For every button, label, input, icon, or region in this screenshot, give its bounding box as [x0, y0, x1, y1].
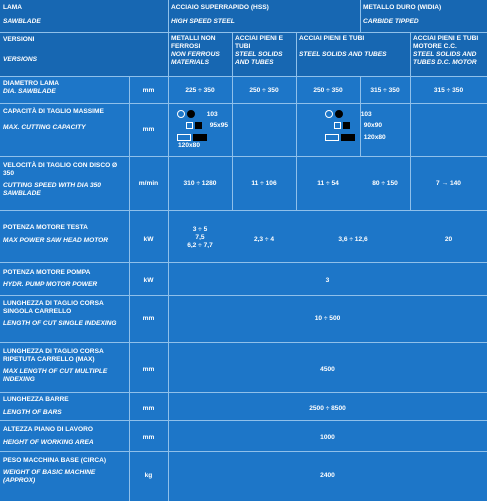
row-label-capacita: CAPACITÀ DI TAGLIO MASSIME MAX. CUTTING CAPACITY — [3, 108, 104, 131]
value-peso: 2400 — [320, 472, 335, 479]
capacity-block-b — [322, 108, 402, 154]
value-diametro-1: 225 ÷ 350 — [185, 87, 215, 94]
capacity-a-round: 103 — [206, 110, 218, 118]
unit-potenza: kW — [143, 236, 154, 243]
capacity-a-square: 95x95 — [209, 122, 229, 130]
value-pompa: 3 — [325, 277, 330, 284]
row-label-singola: LUNGHEZZA DI TAGLIO CORSA SINGOLA CARRELLO LENGTH OF CUT SINGLE INDEXING — [3, 300, 117, 327]
row-label-velocita: VELOCITÀ DI TAGLIO CON DISCO Ø 350 CUTTING SPEED WITH DIA 350 SAWBLADE — [3, 162, 118, 197]
hss-header: ACCIAIO SUPERRAPIDO (HSS) HIGH SPEED STEEL — [171, 4, 269, 25]
unit-pompa: kW — [143, 277, 154, 284]
value-diametro-3: 250 ÷ 350 — [313, 87, 343, 94]
square-outline-icon — [186, 122, 193, 129]
row-label-barre: LUNGHEZZA BARRE LENGTH OF BARS — [3, 396, 69, 416]
capacity-b-rect: 120x80 — [363, 134, 386, 142]
value-velocita-5: 7 → 140 — [436, 180, 461, 187]
value-diametro-2: 250 ÷ 350 — [249, 87, 279, 94]
value-velocita-2: 11 ÷ 106 — [251, 180, 277, 187]
row-label-diametro: DIAMETRO LAMA DIA. SAWBLADE — [3, 80, 60, 95]
capacity-block-a — [174, 108, 232, 154]
widia-header: METALLO DURO (WIDIA) CARBIDE TIPPED — [363, 4, 442, 25]
value-diametro-4: 315 ÷ 350 — [370, 87, 400, 94]
unit-barre: mm — [142, 405, 155, 412]
unit-velocita: m/min — [138, 180, 159, 187]
row-label-pompa: POTENZA MOTORE POMPA HYDR. PUMP MOTOR POWER — [3, 269, 98, 288]
value-altezza: 1000 — [320, 434, 335, 441]
square-outline-icon — [334, 122, 341, 129]
capacity-b-square: 90x90 — [363, 122, 383, 130]
version-col-3: ACCIAI PIENI E TUBI STEEL SOLIDS AND TUBES — [299, 35, 387, 58]
row-label-potenza: POTENZA MOTORE TESTA MAX POWER SAW HEAD MOTOR — [3, 224, 109, 244]
unit-diametro: mm — [142, 87, 155, 94]
circle-outline-icon — [177, 110, 185, 118]
header-label — [0, 2, 168, 32]
unit-ripetuta: mm — [142, 366, 155, 373]
value-potenza-1: 3 ÷ 5 7,5 6,2 ÷ 7,7 — [187, 226, 213, 249]
unit-capacita: mm — [142, 126, 155, 133]
unit-altezza: mm — [142, 434, 155, 441]
square-filled-icon — [343, 122, 350, 129]
sawblade-label: SAWBLADE — [3, 17, 41, 25]
circle-outline-icon — [325, 110, 333, 118]
value-potenza-3: 3,6 ÷ 12,6 — [338, 236, 368, 243]
value-barre: 2500 ÷ 8500 — [309, 405, 346, 412]
value-diametro-5: 315 ÷ 350 — [433, 87, 464, 94]
circle-filled-icon — [335, 110, 343, 118]
value-singola: 10 ÷ 500 — [314, 315, 341, 322]
capacity-a-rect: 120x80 — [178, 142, 201, 150]
value-ripetuta: 4500 — [320, 366, 335, 373]
square-filled-icon — [195, 122, 202, 129]
rect-outline-icon — [325, 134, 339, 141]
value-velocita-3: 11 ÷ 54 — [317, 180, 339, 187]
rect-filled-icon — [193, 134, 207, 141]
row-label-ripetuta: LUNGHEZZA DI TAGLIO CORSA RIPETUTA CARRELLO (MAX) MAX LENGTH OF CUT MULTIPLE INDEXING — [3, 348, 108, 383]
unit-singola: mm — [142, 315, 155, 322]
rect-outline-icon — [177, 134, 191, 141]
value-potenza-2: 2,3 ÷ 4 — [253, 236, 275, 243]
row-label-peso: PESO MACCHINA BASE (CIRCA) WEIGHT OF BASIC MACHINE (APPROX) — [3, 457, 107, 484]
unit-peso: kg — [144, 472, 153, 479]
value-velocita-4: 80 ÷ 150 — [372, 180, 398, 187]
value-velocita-1: 310 ÷ 1280 — [183, 180, 217, 187]
version-col-2: ACCIAI PIENI E TUBI STEEL SOLIDS AND TUBES — [235, 35, 283, 66]
capacity-b-round: 103 — [360, 110, 372, 118]
version-col-4: ACCIAI PIENI E TUBI MOTORE C.C. STEEL SOLIDS AND TUBES D.C. MOTOR — [413, 35, 479, 66]
rect-filled-icon — [341, 134, 355, 141]
value-potenza-4: 20 — [444, 236, 453, 243]
versions-label: VERSIONI VERSIONS — [3, 36, 38, 63]
lama-label: LAMA — [3, 4, 23, 11]
version-col-1: METALLI NON FERROSI NON FERROUS MATERIALS — [171, 35, 220, 66]
row-label-altezza: ALTEZZA PIANO DI LAVORO HEIGHT OF WORKING AREA — [3, 426, 94, 446]
circle-filled-icon — [187, 110, 195, 118]
